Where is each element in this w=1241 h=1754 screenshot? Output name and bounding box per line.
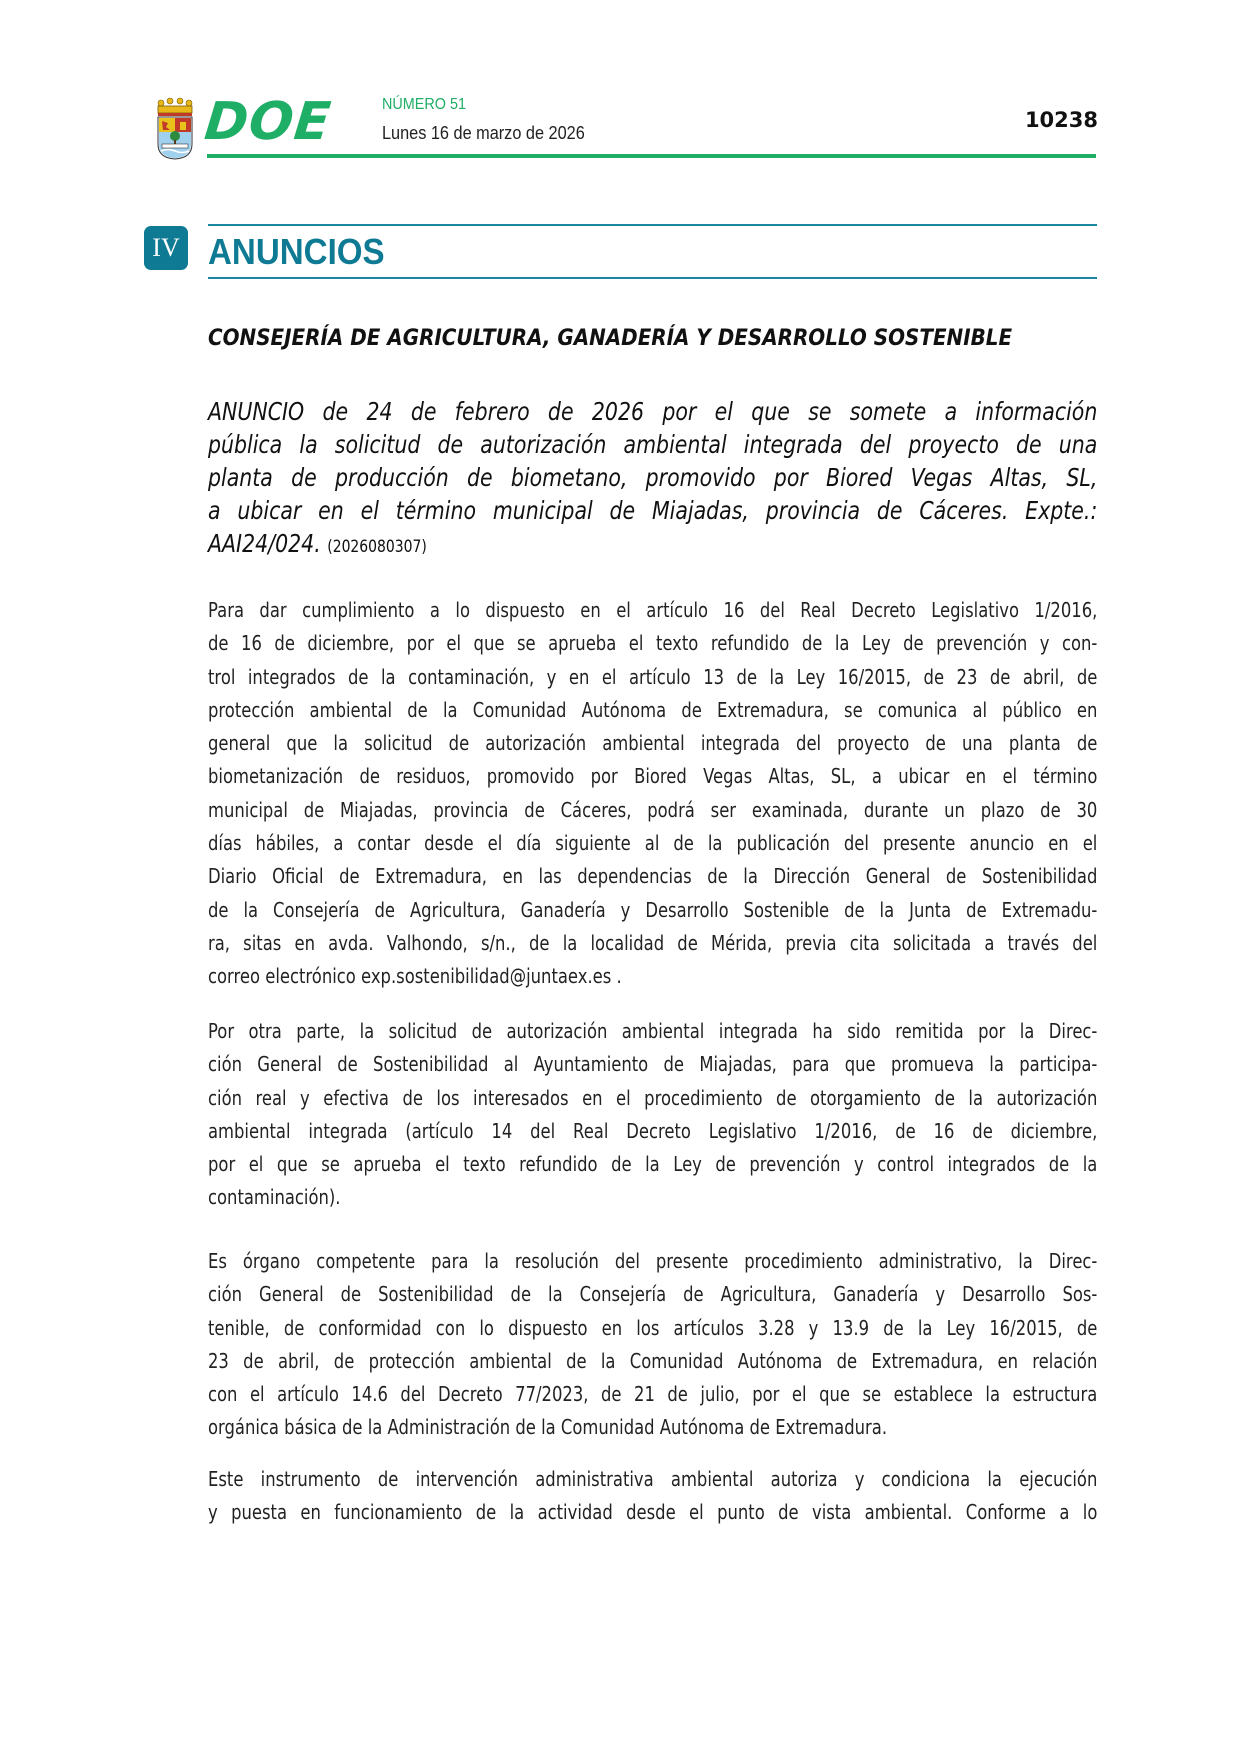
text-line: municipal de Miajadas, provincia de Cáceres, podrá ser examinada, durante un plazo de 30 [208, 797, 1098, 822]
text-line: ción General de Sostenibilidad al Ayuntamiento de Miajadas, para que promueva la participa- [208, 1052, 1098, 1077]
text-line: Es órgano competente para la resolución del presente procedimiento administrativo, la Direc- [208, 1249, 1098, 1273]
expediente-number: AAI24/024. [208, 529, 321, 558]
text-line: de la Consejería de Agricultura, Ganadería y Desarrollo Sostenible de la Junta de Extremadu- [208, 897, 1098, 922]
page-header [150, 92, 1098, 162]
doe-logo [201, 92, 335, 152]
text-line: Para dar cumplimiento a lo dispuesto en el artículo 16 del Real Decreto Legislativo 1/2016, [208, 598, 1098, 622]
text-line: Este instrumento de intervención administrativa ambiental autoriza y condiciona la ejecución [208, 1467, 1098, 1491]
text-line: días hábiles, a contar desde el día siguiente al de la publicación del presente anuncio en el [208, 831, 1098, 856]
text-line: ambiental integrada (artículo 14 del Real Decreto Legislativo 1/2016, de 16 de diciembre, [208, 1118, 1098, 1143]
text-line: ra, sitas en avda. Valhondo, s/n., de la localidad de Mérida, previa cita solicitada a través del [208, 930, 1098, 955]
text-line: ción real y efectiva de los interesados en el procedimiento de otorgamiento de la autorización [208, 1085, 1098, 1110]
text-line: trol integrados de la contaminación, y en el artículo 13 de la Ley 16/2015, de 23 de abril, de [208, 664, 1098, 689]
body-paragraph [208, 594, 1097, 994]
announcement-title [208, 395, 1097, 564]
text-line: por el que se aprueba el texto refundido de la Ley de prevención y control integrados de la [208, 1152, 1098, 1177]
text-line: orgánica básica de la Administración de la Comunidad Autónoma de Extremadura. [208, 1415, 888, 1440]
title-line: ANUNCIO de 24 de febrero de 2026 por el que se somete a información [208, 397, 1098, 426]
logo-text: DOE [201, 92, 335, 152]
text-line: Diario Oficial de Extremadura, en las dependencias de la Dirección General de Sostenibilidad [208, 864, 1098, 889]
header-divider [207, 154, 1096, 158]
department-heading: CONSEJERÍA DE AGRICULTURA, GANADERÍA Y DESARROLLO SOSTENIBLE [208, 325, 1013, 351]
title-line: pública la solicitud de autorización ambiental integrada del proyecto de una [208, 430, 1098, 459]
text-line: y puesta en funcionamiento de la actividad desde el punto de vista ambiental. Conforme a lo [208, 1500, 1098, 1525]
text-line: contaminación). [208, 1185, 341, 1210]
reference-code: (2026080307) [327, 537, 427, 557]
text-line-email: correo electrónico exp.sostenibilidad@juntaex.es . [208, 964, 622, 989]
section-banner [144, 220, 1097, 284]
section-rule-bottom [208, 277, 1097, 279]
text-line: 23 de abril, de protección ambiental de la Comunidad Autónoma de Extremadura, en relación [208, 1348, 1098, 1373]
body-paragraph [208, 1015, 1097, 1215]
text-line: ción General de Sostenibilidad de la Consejería de Agricultura, Ganadería y Desarrollo Sos- [208, 1282, 1098, 1307]
text-line: tenible, de conformidad con lo dispuesto en los artículos 3.28 y 13.9 de la Ley 16/2015, de [208, 1315, 1098, 1340]
body-paragraph [208, 1245, 1097, 1445]
title-line [208, 527, 1097, 564]
issue-number: NÚMERO 51 [382, 96, 467, 113]
title-line: planta de producción de biometano, promovido por Biored Vegas Altas, SL, [208, 463, 1098, 492]
extremadura-coat-of-arms-icon [152, 96, 198, 160]
title-line: a ubicar en el término municipal de Miajadas, provincia de Cáceres. Expte.: [208, 496, 1098, 525]
issue-date: Lunes 16 de marzo de 2026 [382, 122, 585, 143]
text-line: general que la solicitud de autorización ambiental integrada del proyecto de una planta de [208, 731, 1098, 756]
text-line: biometanización de residuos, promovido por Biored Vegas Altas, SL, a ubicar en el término [208, 764, 1098, 789]
text-line: Por otra parte, la solicitud de autorización ambiental integrada ha sido remitida por la Direc- [208, 1019, 1098, 1043]
text-line: protección ambiental de la Comunidad Autónoma de Extremadura, se comunica al público en [208, 697, 1098, 722]
text-line: de 16 de diciembre, por el que se aprueba el texto refundido de la Ley de prevención y con- [208, 631, 1098, 656]
section-rule-top [208, 224, 1097, 226]
text-line: con el artículo 14.6 del Decreto 77/2023, de 21 de julio, por el que se establece la estructura [208, 1382, 1098, 1407]
body-paragraph [208, 1463, 1097, 1530]
page-number: 10238 [1024, 108, 1098, 132]
section-badge: IV [144, 226, 188, 270]
section-title: ANUNCIOS [208, 231, 385, 272]
